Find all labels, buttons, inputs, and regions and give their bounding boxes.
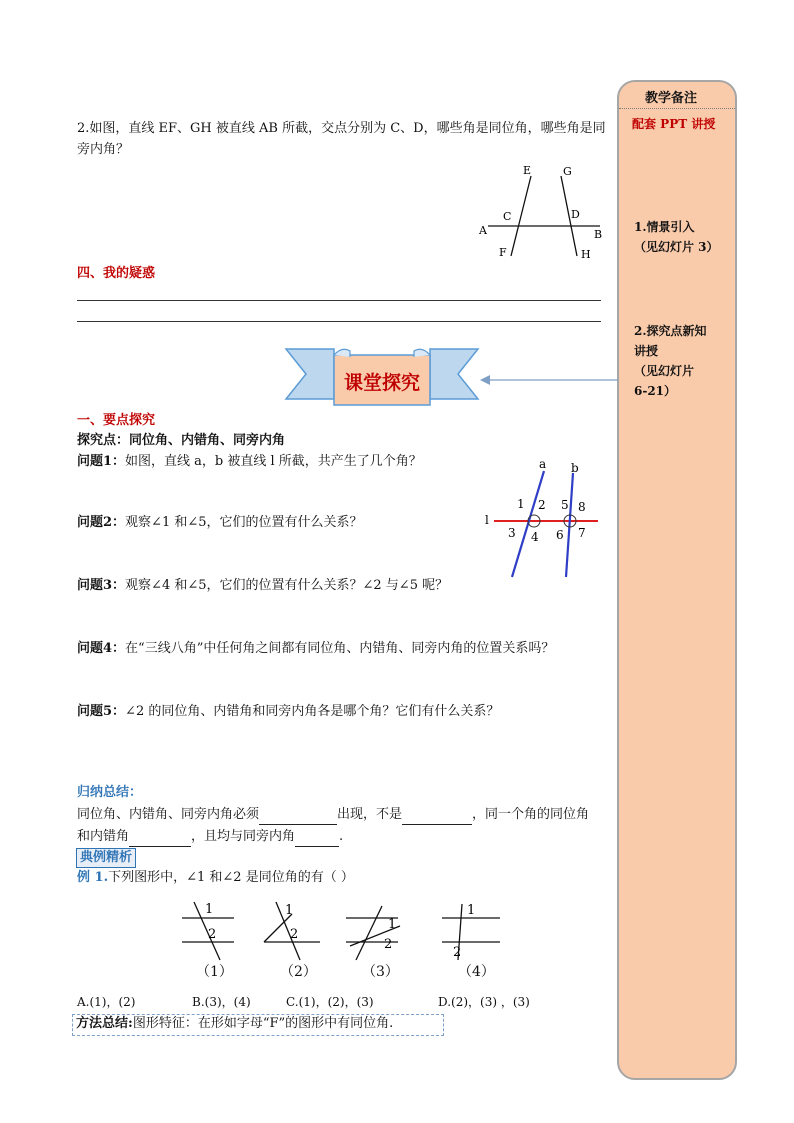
question-2-label: 问题2： <box>77 515 126 530</box>
note-ppt: 配套 PPT 讲授 <box>632 117 716 131</box>
note-step2-slide-range: 6-21） <box>634 384 677 398</box>
question-4 <box>77 639 554 659</box>
example-badge: 典例精析 <box>76 848 136 868</box>
summary-text-2: 出现，不是 <box>337 807 403 822</box>
angle-4: 4 <box>531 530 539 544</box>
method-summary-text: 图形特征：在形如字母“F”的图形中有同位角. <box>132 1016 394 1031</box>
label-f: F <box>499 246 507 259</box>
example-figure-1 <box>176 896 246 964</box>
option-d[interactable]: D.(2)，(3) ，(3) <box>438 995 530 1009</box>
fig2-angle-1: 1 <box>285 903 294 918</box>
fig3-angle-1: 1 <box>388 917 397 932</box>
label-d: D <box>571 208 580 221</box>
figure-label-1: （1） <box>196 964 233 980</box>
note-step2-title: 2.探究点新知 <box>634 324 707 338</box>
figure-label-4: （4） <box>458 964 495 980</box>
summary-title: 归纳总结： <box>77 785 143 800</box>
question-3 <box>77 576 448 596</box>
label-b: B <box>594 228 603 241</box>
fig1-label-l: l <box>485 513 489 527</box>
question-1-text: 如图，直线 a，b 被直线 l 所截，共产生了几个角？ <box>125 454 422 469</box>
fig1-angle-2: 2 <box>208 927 217 942</box>
question-5-label: 问题5： <box>77 704 126 719</box>
example-1-text: 下列图形中，∠1 和∠2 是同位角的有（ ） <box>108 870 354 885</box>
three-lines-figure <box>482 455 602 580</box>
fig4-angle-2: 2 <box>453 945 462 960</box>
example-1-label: 例 1. <box>77 870 109 885</box>
option-a[interactable]: A.(1)，(2) <box>77 995 136 1009</box>
fig3-angle-2: 2 <box>384 937 393 952</box>
fig1-label-b: b <box>571 461 579 475</box>
answer-line-2[interactable] <box>77 321 601 322</box>
example-1 <box>77 868 354 888</box>
angle-1: 1 <box>517 497 525 511</box>
question-4-text: 在“三线八角”中任何角之间都有同位角、内错角、同旁内角的位置关系吗？ <box>125 641 555 656</box>
question-5-text: ∠2 的同位角、内错角和同旁内角各是哪个角？它们有什么关系？ <box>125 704 500 719</box>
blank-2[interactable] <box>402 810 472 825</box>
summary-text-6: . <box>339 829 344 844</box>
angle-2: 2 <box>538 498 546 512</box>
example-figure-2 <box>260 896 330 964</box>
question-2 <box>77 513 363 533</box>
line-ef <box>511 176 531 256</box>
fig1-angle-1: 1 <box>205 902 214 917</box>
example-figure-4 <box>438 896 508 964</box>
banner-text: 课堂探究 <box>343 372 421 394</box>
note-step1-title: 1.情景引入 <box>634 220 695 234</box>
section4-title: 四、我的疑惑 <box>77 266 156 281</box>
note-step1-slide: （见幻灯片 3） <box>634 240 719 254</box>
banner-ribbon <box>282 343 482 408</box>
question-4-label: 问题4： <box>77 641 126 656</box>
blank-1[interactable] <box>259 810 337 825</box>
fig4-angle-1: 1 <box>467 903 476 918</box>
question-3-label: 问题3： <box>77 578 126 593</box>
q2-line2: 旁内角？ <box>77 142 130 157</box>
summary-text-1: 同位角、内错角、同旁内角必须 <box>77 807 260 822</box>
method-summary <box>76 1014 393 1034</box>
answer-line-1[interactable] <box>77 300 601 301</box>
question-2-text: 观察∠1 和∠5，它们的位置有什么关系？ <box>125 515 363 530</box>
summary-text-4: 和内错角 <box>77 829 130 844</box>
section1-title: 一、要点探究 <box>77 413 156 428</box>
line-b <box>566 473 573 577</box>
explore-point: 探究点：同位角、内错角、同旁内角 <box>77 433 286 448</box>
note-step2-title-cont: 讲授 <box>634 344 659 358</box>
label-g: G <box>563 165 572 178</box>
option-b[interactable]: B.(3)，(4) <box>192 995 251 1009</box>
q2-figure <box>470 160 610 265</box>
q2-line1: 2.如图，直线 EF、GH 被直线 AB 所截，交点分别为 C、D，哪些角是同位角，哪些角是同 <box>77 121 606 136</box>
summary-line1 <box>77 805 589 825</box>
figure-label-2: （2） <box>280 964 317 980</box>
label-c: C <box>503 210 512 223</box>
label-a: A <box>479 224 487 237</box>
example-figure-3 <box>342 896 412 964</box>
angle-7: 7 <box>578 526 586 540</box>
angle-8: 8 <box>578 500 586 514</box>
figure-label-3: （3） <box>362 964 399 980</box>
note-step2-slide: （见幻灯片 <box>634 364 695 378</box>
option-c[interactable]: C.(1)，(2)，(3) <box>286 995 374 1009</box>
question-3-text: 观察∠4 和∠5，它们的位置有什么关系？∠2 与∠5 呢？ <box>125 578 449 593</box>
label-h: H <box>581 248 591 261</box>
summary-line2 <box>77 827 343 847</box>
angle-5: 5 <box>561 498 569 512</box>
fig2-angle-2: 2 <box>290 927 299 942</box>
summary-text-5: ，且均与同旁内角 <box>191 829 296 844</box>
fig1-label-a: a <box>539 457 547 471</box>
method-summary-label: 方法总结: <box>76 1016 133 1031</box>
blank-3[interactable] <box>129 832 191 847</box>
question-5 <box>77 702 499 722</box>
summary-text-3: ，同一个角的同位角 <box>472 807 590 822</box>
angle-6: 6 <box>556 528 564 542</box>
blank-4[interactable] <box>295 832 339 847</box>
pointer-arrow <box>478 372 620 388</box>
label-e: E <box>523 164 532 177</box>
teaching-notes-title: 教学备注 <box>645 91 698 106</box>
angle-3: 3 <box>508 526 516 540</box>
question-1-label: 问题1： <box>77 454 126 469</box>
question-1 <box>77 452 422 472</box>
